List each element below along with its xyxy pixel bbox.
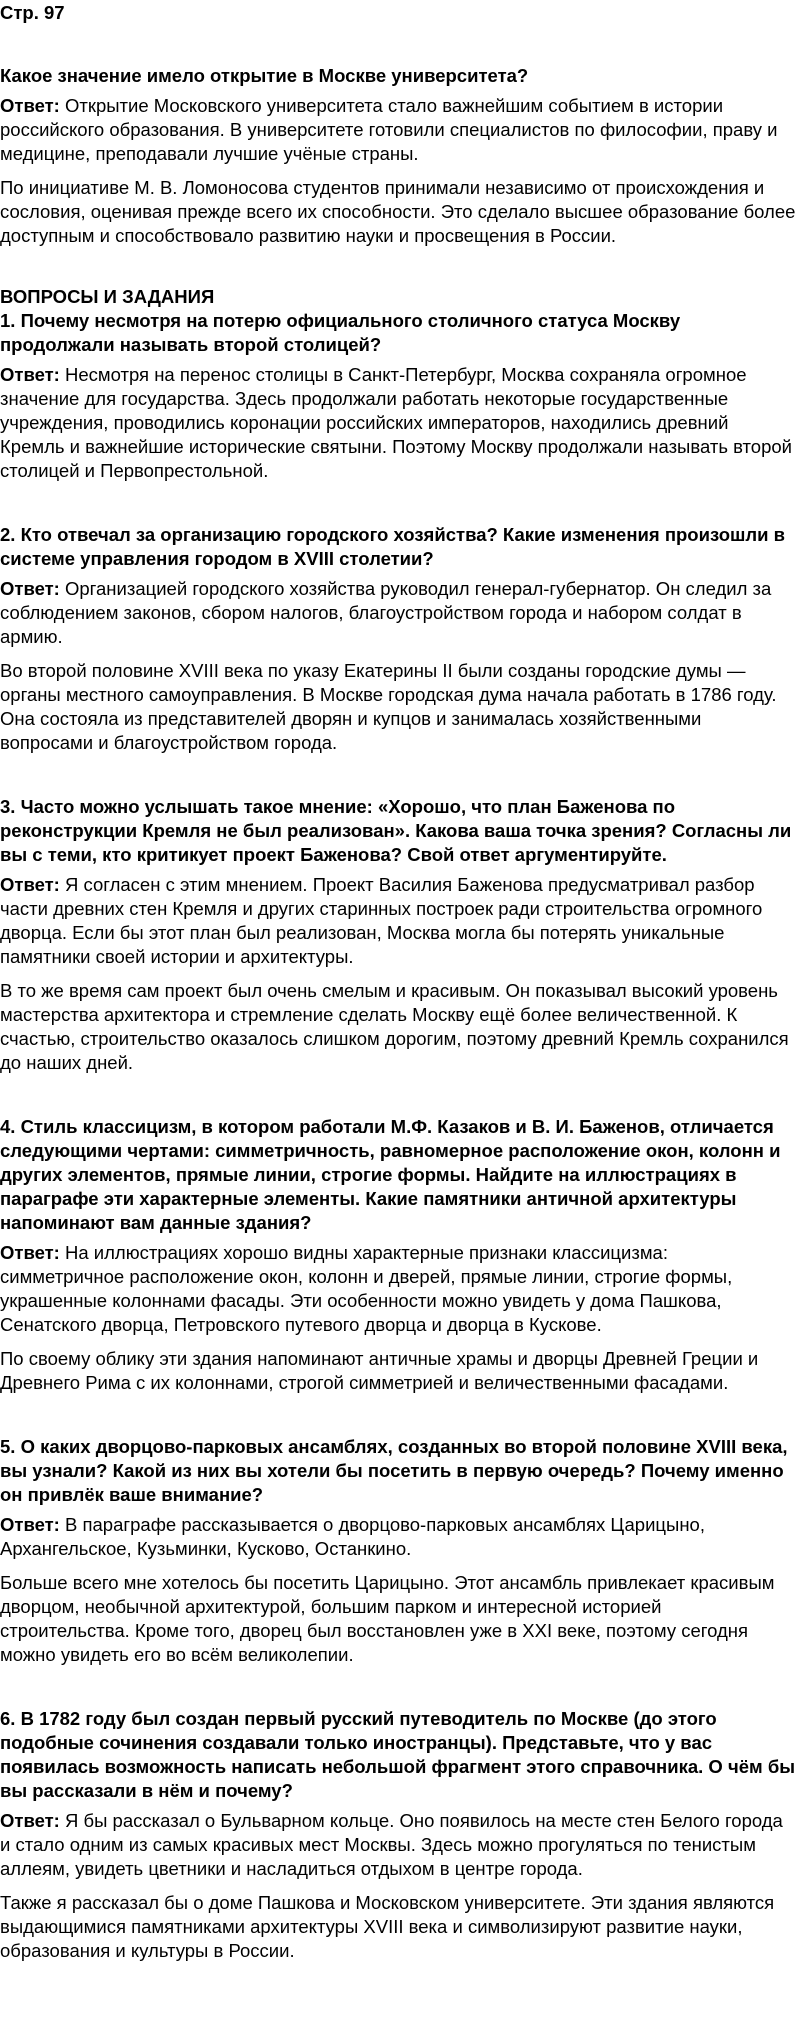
answer-label: Ответ: [0, 874, 60, 895]
intro-answer-paragraph-1 [0, 94, 796, 166]
answer-text: В параграфе рассказывается о дворцово-парковых ансамблях Царицыно, Архангельское, Кузьминки, Кусково, Останкино. [0, 1514, 705, 1559]
answer-text: Я бы рассказал о Бульварном кольце. Оно появилось на месте стен Белого города и стало одним из самых красивых мест Москвы. Здесь можно прогуляться по тенистым аллеям, увидеть цветники и насладиться отдыхом в центре города. [0, 1810, 783, 1879]
answer-paragraph-1 [0, 873, 796, 969]
question-text: 5. О каких дворцово-парковых ансамблях, созданных во второй половине XVIII века, вы узнали? Какой из них вы хотели бы посетить в первую очередь? Почему именно он привлёк ваше внимание? [0, 1436, 788, 1505]
question-text: 4. Стиль классицизм, в котором работали М.Ф. Казаков и В. И. Баженов, отличается следующими чертами: симметричность, равномерное расположение окон, колонн и других элементов, прямые линии, строгие формы. Найдите на иллюстрациях в параграфе эти характерные элементы. Какие памятники античной архитектуры напоминают вам данные здания? [0, 1116, 781, 1233]
question-block-3 [0, 795, 796, 1075]
intro-question: Какое значение имело открытие в Москве университета? [0, 65, 529, 86]
answer-paragraph-2: Во второй половине XVIII века по указу Екатерины II были созданы городские думы — органы местного самоуправления. В Москве городская дума начала работать в 1786 году. Она состояла из представителей дворян и купцов и занималась хозяйственными вопросами и благоустройством города. [0, 660, 777, 753]
answer-label: Ответ: [0, 1514, 60, 1535]
intro-block [0, 64, 796, 248]
answer-paragraph-1 [0, 1241, 796, 1337]
question-block-4 [0, 1115, 796, 1395]
answer-label: Ответ: [0, 95, 60, 116]
answer-text: Я согласен с этим мнением. Проект Василия Баженова предусматривал разбор части древних стен Кремля и других старинных построек ради строительства огромного дворца. Если бы этот план был реализован, Москва могла бы потерять уникальные памятники своей истории и архитектуры. [0, 874, 763, 967]
question-block-6 [0, 1707, 796, 1963]
question-block-1 [0, 309, 796, 483]
answer-label: Ответ: [0, 1810, 60, 1831]
answer-label: Ответ: [0, 1242, 60, 1263]
answer-paragraph-1 [0, 1513, 796, 1561]
answer-paragraph-2: Больше всего мне хотелось бы посетить Царицыно. Этот ансамбль привлекает красивым дворцом, необычной архитектурой, большим парком и интересной историей строительства. Кроме того, дворец был восстановлен уже в XXI веке, поэтому сегодня можно увидеть его во всём великолепии. [0, 1572, 775, 1665]
answer-paragraph-1 [0, 577, 796, 649]
answer-text: Несмотря на перенос столицы в Санкт-Петербург, Москва сохраняла огромное значение для государства. Здесь продолжали работать некоторые государственные учреждения, проводились коронации российских императоров, находились древний Кремль и важнейшие исторические святыни. Поэтому Москву продолжали называть второй столицей и Первопрестольной. [0, 364, 792, 481]
answer-paragraph-2: По своему облику эти здания напоминают античные храмы и дворцы Древней Греции и Древнего Рима с их колоннами, строгой симметрией и величественными фасадами. [0, 1348, 759, 1393]
answer-paragraph-1 [0, 1809, 796, 1881]
question-text: 3. Часто можно услышать такое мнение: «Хорошо, что план Баженова по реконструкции Кремля не был реализован». Какова ваша точка зрения? Согласны ли вы с теми, кто критикует проект Баженова? Свой ответ аргументируйте. [0, 796, 792, 865]
question-text: 6. В 1782 году был создан первый русский путеводитель по Москве (до этого подобные сочинения создавали только иностранцы). Представьте, что у вас появилась возможность написать небольшой фрагмент этого справочника. О чём бы вы рассказали в нём и почему? [0, 1708, 796, 1801]
answer-text: На иллюстрациях хорошо видны характерные признаки классицизма: симметричное расположение окон, колонн и дверей, прямые линии, строгие формы, украшенные колоннами фасады. Эти особенности можно увидеть у дома Пашкова, Сенатского дворца, Петровского путевого дворца и дворца в Кускове. [0, 1242, 733, 1335]
answer-paragraph-1 [0, 363, 796, 483]
answer-paragraph-2: В то же время сам проект был очень смелым и красивым. Он показывал высокий уровень мастерства архитектора и стремление сделать Москву ещё более величественной. К счастью, строительство оказалось слишком дорогим, поэтому древний Кремль сохранился до наших дней. [0, 980, 789, 1073]
answer-paragraph-2: Также я рассказал бы о доме Пашкова и Московском университете. Эти здания являются выдающимися памятниками архитектуры XVIII века и символизируют развитие науки, образования и культуры в России. [0, 1892, 775, 1961]
answer-label: Ответ: [0, 578, 60, 599]
intro-answer-paragraph-2: По инициативе М. В. Ломоносова студентов принимали независимо от происхождения и сословия, оценивая прежде всего их способности. Это сделало высшее образование более доступным и способствовало развитию науки и просвещения в России. [0, 177, 796, 246]
question-block-5 [0, 1435, 796, 1667]
page-number: Стр. 97 [0, 2, 65, 23]
question-text: 1. Почему несмотря на потерю официального столичного статуса Москву продолжали называть второй столицей? [0, 310, 681, 355]
answer-label: Ответ: [0, 364, 60, 385]
question-text: 2. Кто отвечал за организацию городского хозяйства? Какие изменения произошли в системе управления городом в XVIII столетии? [0, 524, 786, 569]
question-block-2 [0, 523, 796, 755]
answer-text: Открытие Московского университета стало важнейшим событием в истории российского образования. В университете готовили специалистов по философии, праву и медицине, преподавали лучшие учёные страны. [0, 95, 778, 164]
answer-text: Организацией городского хозяйства руководил генерал-губернатор. Он следил за соблюдением законов, сбором налогов, благоустройством города и набором солдат в армию. [0, 578, 772, 647]
section-title: ВОПРОСЫ И ЗАДАНИЯ [0, 286, 215, 307]
